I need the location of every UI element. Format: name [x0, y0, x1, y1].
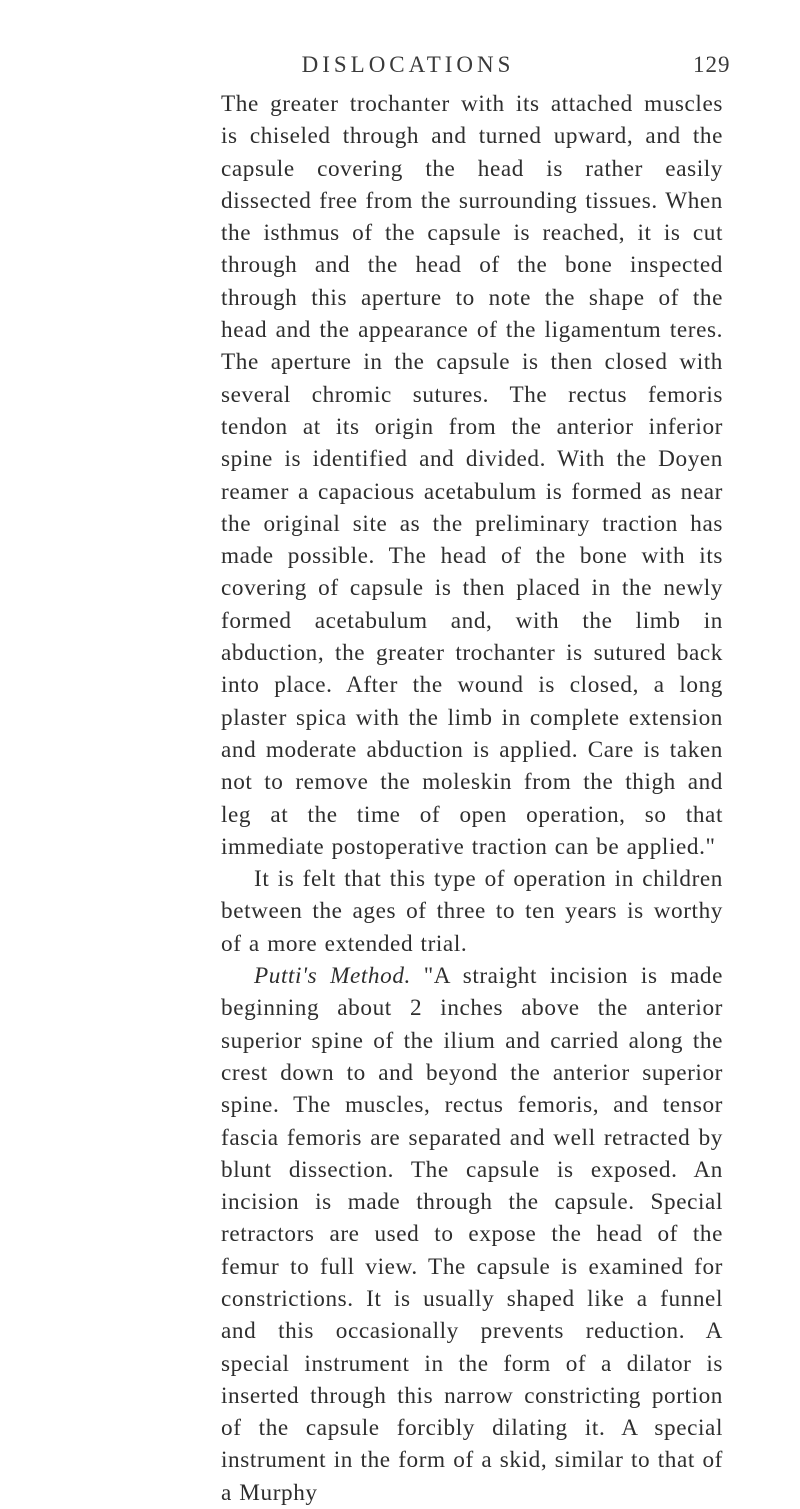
paragraph-3-text: "A straight incision is made beginning about 2 inches above the anterior superior spine of the ilium and carried along the crest down to and beyond the anterior superior spine. The muscles, rectus femoris, and tensor fascia femoris are separated and well retracted by blunt dissection. The capsule is exposed. An incision is made through the capsule. Special retractors are used to expose the head of the femur to full view. The capsule is examined for constrictions. It is usually shaped like a funnel and this occasionally prevents reduction. A special instrument in the form of a dilator is inserted through this narrow constricting portion of the capsule forcibly dilating it. A special instrument in the form of a skid, similar to that of a Murphy: [221, 963, 723, 1506]
paragraph-1: The greater trochanter with its attached muscles is chiseled through and turned upward, and the capsule covering the head is rather easily dissected free from the surrounding tissues. When the isthmus of the capsule is reached, it is cut through and the head of the bone inspected through this aperture to note the shape of the head and the appearance of the ligamentum teres. The aperture in the capsule is then closed with several chromic sutures. The rectus femoris tendon at its origin from the anterior inferior spine is identified and divided. With the Doyen reamer a capacious acetabulum is formed as near the original site as the preliminary traction has made possible. The head of the bone with its covering of capsule is then placed in the newly formed acetabulum and, with the limb in abduction, the greater trochanter is sutured back into place. After the wound is closed, a long plaster spica with the limb in complete extension and moderate abduction is applied. Care is taken not to remove the moleskin from the thigh and leg at the time of open operation, so that immediate postoperative traction can be applied.": [221, 91, 723, 860]
paragraph-2: It is felt that this type of operation in children between the ages of three to ten years is worthy of a more extended trial.: [221, 866, 723, 957]
running-head: DISLOCATIONS: [301, 52, 515, 77]
paragraph-3: [221, 960, 723, 1509]
method-heading: Putti's Method.: [254, 963, 411, 990]
page-number: 129: [693, 52, 731, 77]
body-text: [221, 88, 723, 1509]
